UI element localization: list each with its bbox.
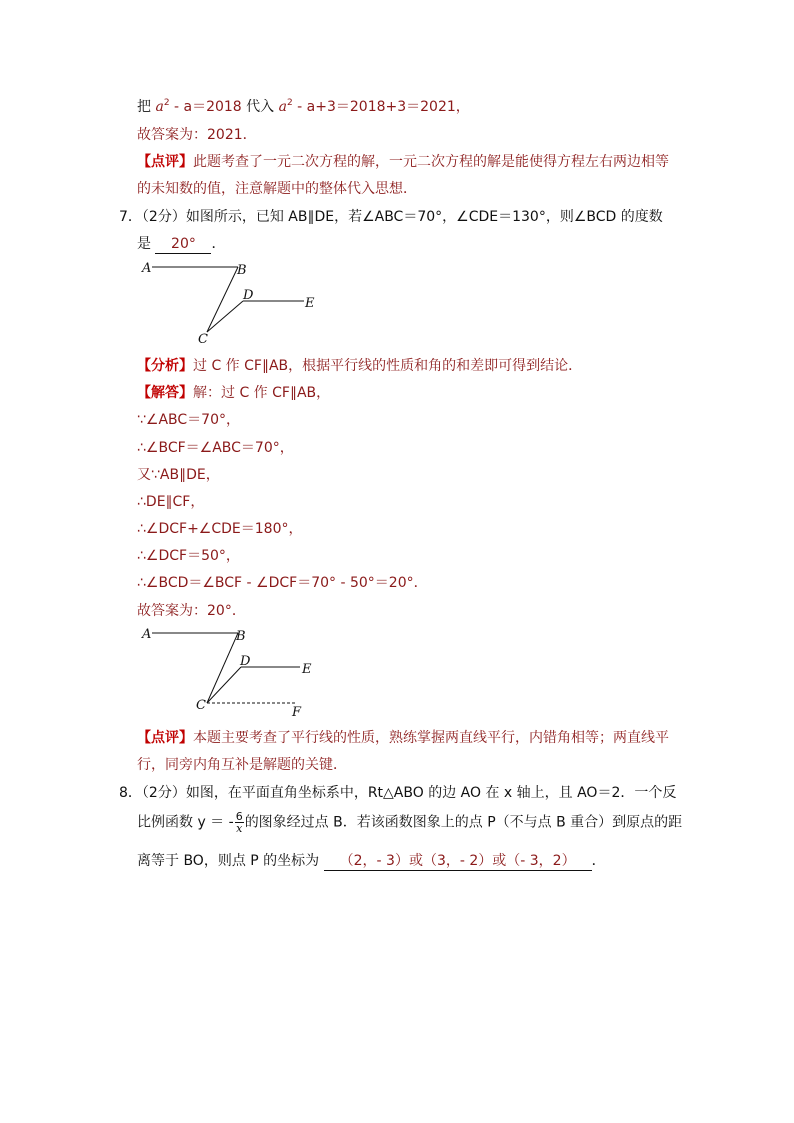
q7-review-line-1 [137, 729, 669, 747]
text-ba: 把 [137, 99, 151, 115]
label-f: F [292, 705, 302, 720]
q7-step: ∴∠BCD＝∠BCF - ∠DCF＝70° - 50°＝20°． [137, 575, 428, 591]
q7-analysis-line [137, 357, 582, 375]
segment-cd [207, 667, 241, 703]
q7-step: ∴∠BCF＝∠ABC＝70°， [137, 440, 294, 456]
label-d: D [240, 654, 251, 669]
text-is: 是 [137, 236, 151, 252]
label-c: C [198, 332, 208, 347]
text-coords-of-p: 离等于 BO，则点 P 的坐标为 [137, 853, 320, 869]
label-e: E [305, 296, 315, 311]
label-a: A [142, 627, 152, 642]
q8-answer-blank: （2，- 3）或（3，- 2）或（- 3，2） [324, 852, 592, 871]
segment-bc [207, 633, 238, 703]
p6-substitution-line [137, 98, 470, 116]
solution-tag: 【解答】 [137, 385, 193, 401]
function-prefix: 比例函数 y ＝ - [137, 814, 234, 831]
review-text: 本题主要考查了平行线的性质，熟练掌握两直线平行，内错角相等；两直线平 [193, 730, 669, 746]
q7-step: 又∵AB∥DE， [137, 467, 220, 483]
q8-question-line-2 [137, 811, 682, 834]
p6-review-line-2: 的未知数的值，注意解题中的整体代入思想． [137, 181, 417, 197]
q7-question-line-1: 7．（2分）如图所示，已知 AB∥DE，若∠ABC＝70°，∠CDE＝130°，则∠BCD 的度数 [119, 209, 663, 225]
q7-review-line-2: 行，同旁内角互补是解题的关键． [137, 757, 347, 773]
segment-cd [207, 301, 243, 332]
label-a: A [142, 261, 152, 276]
q7-step: ∴∠DCF+∠CDE＝180°， [137, 521, 303, 537]
q7-question-line-2: 是 20° ． [137, 236, 226, 252]
review-tag: 【点评】 [137, 154, 193, 170]
fraction-6-over-x: $\frac{6}{x}$ [235, 810, 243, 835]
review-text: 此题考查了一元二次方程的解，一元二次方程的解是能使得方程左右两边相等 [193, 154, 669, 170]
label-e: E [302, 662, 312, 677]
p6-review-line-1 [137, 153, 669, 171]
expr-a2-minus-a-plus3: $a^2 - a+3=2018+3=2021$， [278, 98, 470, 115]
q7-final-answer: 故答案为：20°． [137, 603, 246, 619]
q7-answer-blank: 20° [155, 235, 211, 254]
q7-figure-1 [138, 258, 328, 348]
segment-bc [207, 267, 238, 332]
analysis-tag: 【分析】 [137, 358, 193, 374]
label-d: D [243, 288, 254, 303]
analysis-text: 过 C 作 CF∥AB，根据平行线的性质和角的和差即可得到结论． [193, 358, 583, 374]
expr-a2-minus-a: $a^2 - a=2018$ [155, 98, 242, 115]
q7-step: ∴DE∥CF， [137, 494, 205, 510]
q7-step: ∵∠ABC＝70°， [137, 412, 240, 428]
label-c: C [196, 698, 206, 713]
text-substitute: 代入 [246, 99, 279, 115]
q8-question-line-3: 离等于 BO，则点 P 的坐标为 （2，- 3）或（3，- 2）或（- 3，2） ． [137, 853, 606, 869]
p6-answer-line: 故答案为：2021． [137, 127, 257, 143]
q7-step: ∴∠DCF＝50°， [137, 548, 240, 564]
q7-solution-line [137, 384, 330, 402]
label-b: B [236, 629, 246, 644]
solution-text: 解：过 C 作 CF∥AB， [193, 385, 331, 401]
q8-question-line-1: 8．（2分）如图，在平面直角坐标系中，Rt△ABO 的边 AO 在 x 轴上，且 AO＝2．一个反 [119, 785, 677, 801]
label-b: B [237, 263, 247, 278]
review-tag: 【点评】 [137, 730, 193, 746]
function-suffix: 的图象经过点 B．若该函数图象上的点 P（不与点 B 重合）到原点的距 [244, 814, 683, 831]
q7-figure-2 [138, 624, 328, 719]
